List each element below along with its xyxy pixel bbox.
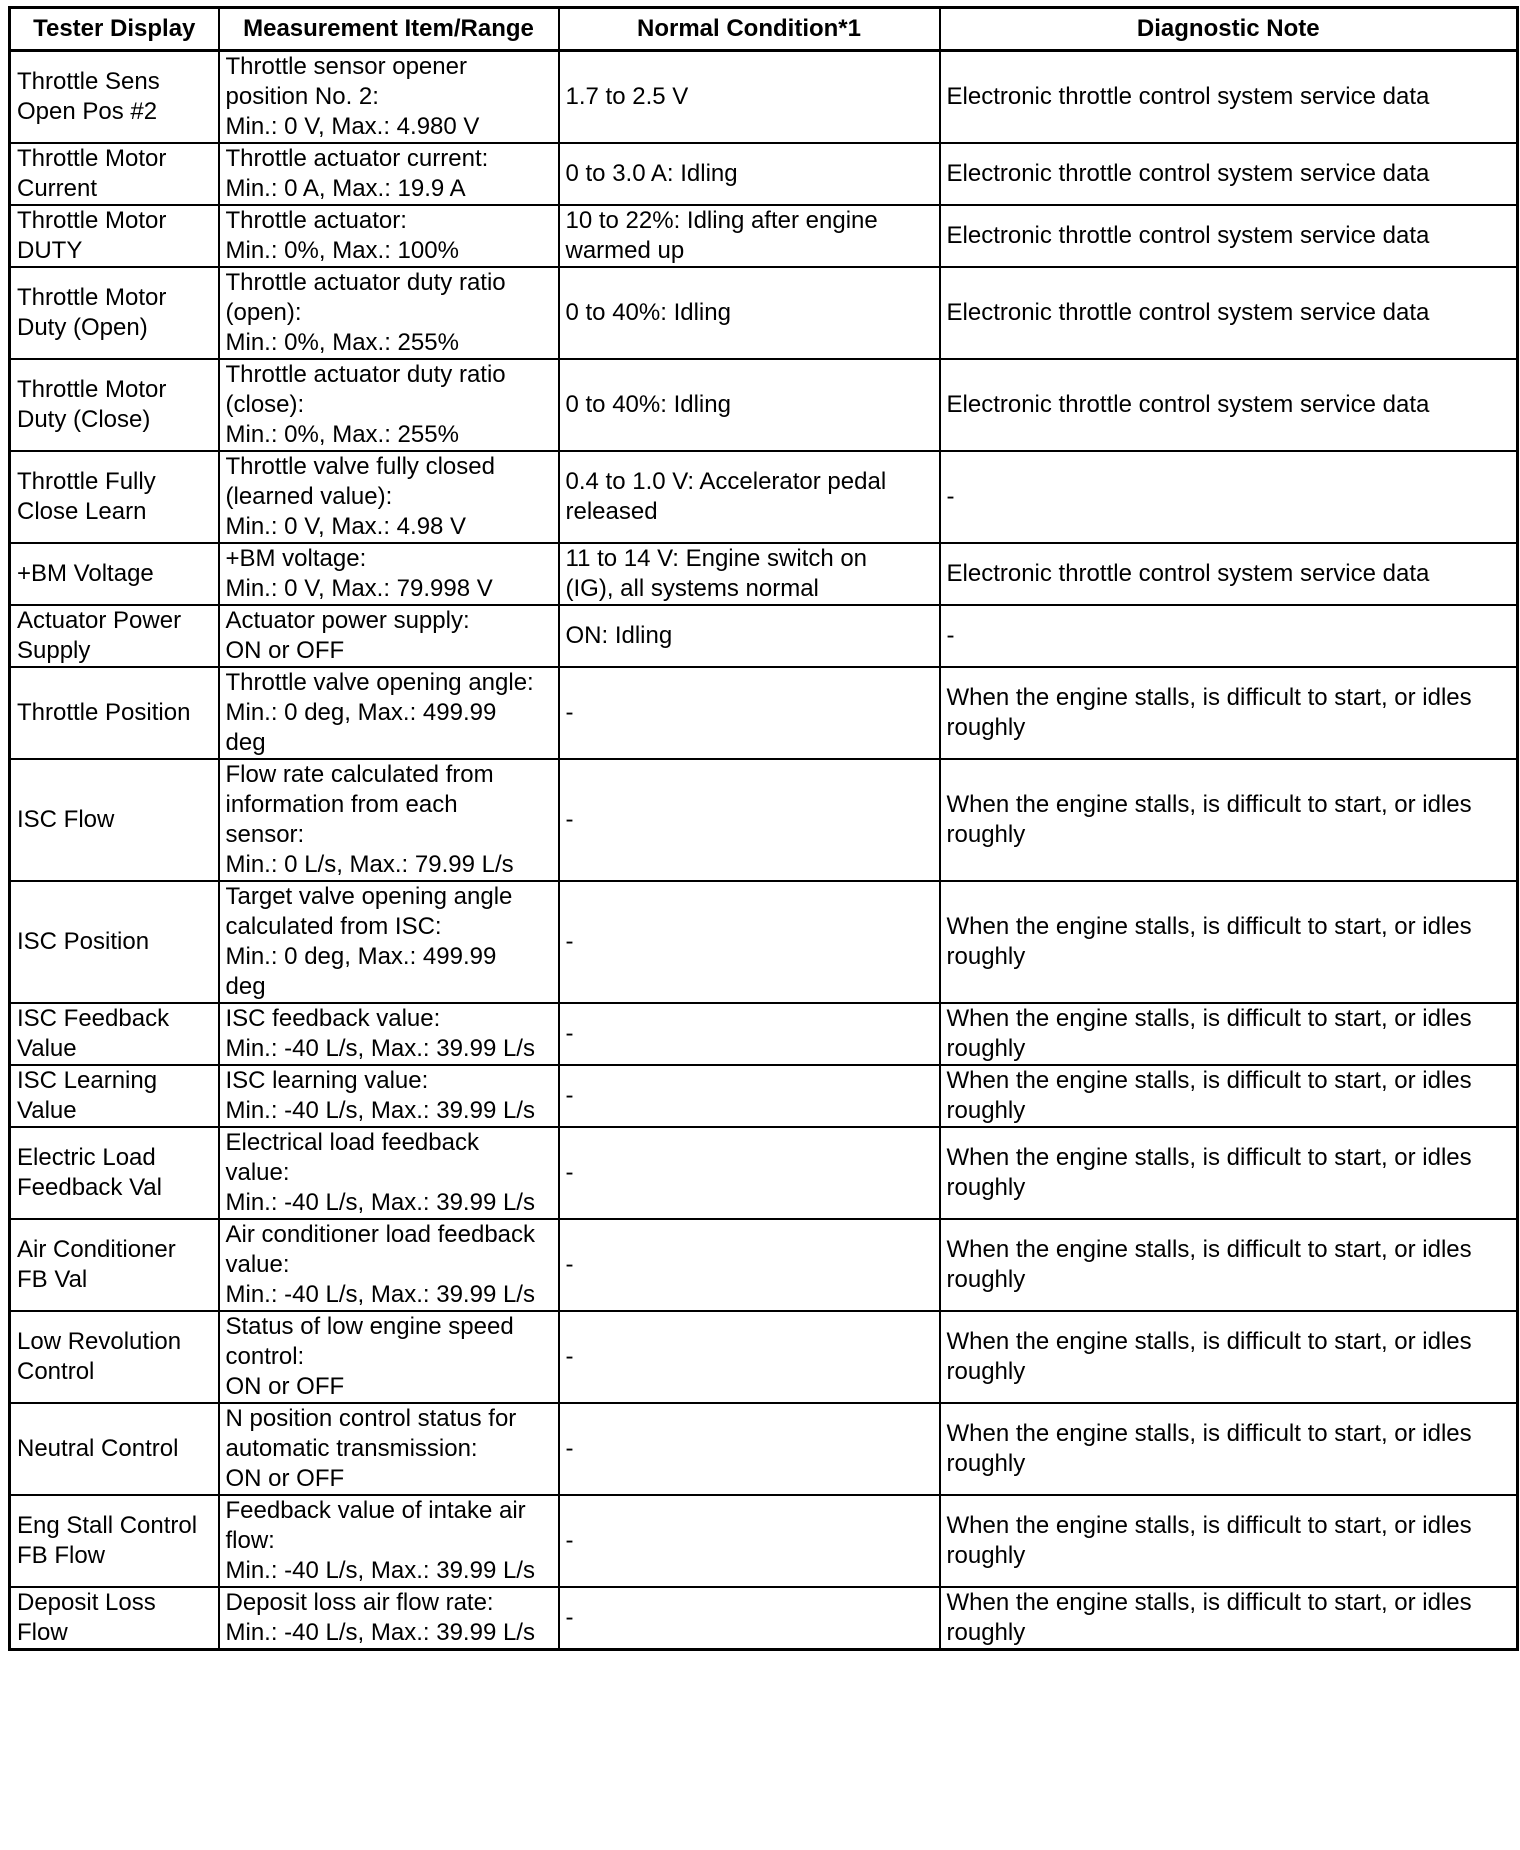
cell-tester-display: ISC Position <box>10 881 219 1003</box>
cell-diagnostic-note: - <box>940 605 1518 667</box>
cell-tester-display: Eng Stall Control FB Flow <box>10 1495 219 1587</box>
table-row <box>10 205 1518 267</box>
cell-normal-condition: ON: Idling <box>559 605 940 667</box>
cell-diagnostic-note: When the engine stalls, is difficult to start, or idles roughly <box>940 1495 1518 1587</box>
table-row <box>10 1003 1518 1065</box>
cell-tester-display: ISC Flow <box>10 759 219 881</box>
cell-diagnostic-note: When the engine stalls, is difficult to start, or idles roughly <box>940 1403 1518 1495</box>
table-row <box>10 543 1518 605</box>
cell-measurement: Throttle actuator: Min.: 0%, Max.: 100% <box>219 205 559 267</box>
cell-tester-display: Electric Load Feedback Val <box>10 1127 219 1219</box>
table-row <box>10 1311 1518 1403</box>
table-row <box>10 1127 1518 1219</box>
cell-diagnostic-note: When the engine stalls, is difficult to start, or idles roughly <box>940 1003 1518 1065</box>
cell-normal-condition: - <box>559 881 940 1003</box>
header-tester-display: Tester Display <box>10 8 219 51</box>
cell-tester-display: Deposit Loss Flow <box>10 1587 219 1650</box>
cell-normal-condition: 0 to 40%: Idling <box>559 267 940 359</box>
cell-normal-condition: 1.7 to 2.5 V <box>559 51 940 144</box>
cell-measurement: Air conditioner load feedback value: Min.: -40 L/s, Max.: 39.99 L/s <box>219 1219 559 1311</box>
cell-measurement: Throttle sensor opener position No. 2: Min.: 0 V, Max.: 4.980 V <box>219 51 559 144</box>
cell-normal-condition: - <box>559 1003 940 1065</box>
table-row <box>10 51 1518 144</box>
table-row <box>10 359 1518 451</box>
document-page <box>8 6 1516 1651</box>
table-row <box>10 267 1518 359</box>
table-row <box>10 1495 1518 1587</box>
cell-diagnostic-note: When the engine stalls, is difficult to start, or idles roughly <box>940 881 1518 1003</box>
table-header-row <box>10 8 1518 51</box>
cell-normal-condition: 0 to 3.0 A: Idling <box>559 143 940 205</box>
cell-diagnostic-note: Electronic throttle control system service data <box>940 205 1518 267</box>
cell-normal-condition: 11 to 14 V: Engine switch on (IG), all systems normal <box>559 543 940 605</box>
cell-normal-condition: - <box>559 1311 940 1403</box>
cell-measurement: Throttle actuator current: Min.: 0 A, Max.: 19.9 A <box>219 143 559 205</box>
cell-normal-condition: 10 to 22%: Idling after engine warmed up <box>559 205 940 267</box>
data-list-table <box>8 6 1519 1651</box>
cell-diagnostic-note: Electronic throttle control system service data <box>940 267 1518 359</box>
cell-diagnostic-note: Electronic throttle control system service data <box>940 51 1518 144</box>
cell-diagnostic-note: Electronic throttle control system service data <box>940 143 1518 205</box>
cell-diagnostic-note: When the engine stalls, is difficult to start, or idles roughly <box>940 667 1518 759</box>
cell-normal-condition: - <box>559 1403 940 1495</box>
cell-measurement: Throttle actuator duty ratio (close): Min.: 0%, Max.: 255% <box>219 359 559 451</box>
cell-diagnostic-note: When the engine stalls, is difficult to start, or idles roughly <box>940 759 1518 881</box>
cell-normal-condition: 0.4 to 1.0 V: Accelerator pedal released <box>559 451 940 543</box>
cell-tester-display: Throttle Sens Open Pos #2 <box>10 51 219 144</box>
cell-tester-display: Actuator Power Supply <box>10 605 219 667</box>
cell-tester-display: Throttle Fully Close Learn <box>10 451 219 543</box>
cell-measurement: Electrical load feedback value: Min.: -40 L/s, Max.: 39.99 L/s <box>219 1127 559 1219</box>
cell-tester-display: Low Revolution Control <box>10 1311 219 1403</box>
cell-measurement: ISC learning value: Min.: -40 L/s, Max.: 39.99 L/s <box>219 1065 559 1127</box>
cell-diagnostic-note: - <box>940 451 1518 543</box>
cell-tester-display: ISC Learning Value <box>10 1065 219 1127</box>
cell-measurement: Throttle actuator duty ratio (open): Min.: 0%, Max.: 255% <box>219 267 559 359</box>
table-row <box>10 143 1518 205</box>
header-measurement: Measurement Item/Range <box>219 8 559 51</box>
cell-normal-condition: - <box>559 667 940 759</box>
cell-measurement: ISC feedback value: Min.: -40 L/s, Max.: 39.99 L/s <box>219 1003 559 1065</box>
cell-measurement: Actuator power supply: ON or OFF <box>219 605 559 667</box>
cell-diagnostic-note: When the engine stalls, is difficult to start, or idles roughly <box>940 1065 1518 1127</box>
cell-measurement: N position control status for automatic transmission: ON or OFF <box>219 1403 559 1495</box>
cell-diagnostic-note: When the engine stalls, is difficult to start, or idles roughly <box>940 1219 1518 1311</box>
table-row <box>10 605 1518 667</box>
cell-tester-display: Throttle Motor Duty (Close) <box>10 359 219 451</box>
cell-tester-display: ISC Feedback Value <box>10 1003 219 1065</box>
cell-diagnostic-note: Electronic throttle control system service data <box>940 359 1518 451</box>
cell-diagnostic-note: Electronic throttle control system service data <box>940 543 1518 605</box>
cell-normal-condition: 0 to 40%: Idling <box>559 359 940 451</box>
cell-diagnostic-note: When the engine stalls, is difficult to start, or idles roughly <box>940 1311 1518 1403</box>
table-row <box>10 667 1518 759</box>
cell-normal-condition: - <box>559 1587 940 1650</box>
table-row <box>10 1065 1518 1127</box>
cell-measurement: Throttle valve opening angle: Min.: 0 deg, Max.: 499.99 deg <box>219 667 559 759</box>
cell-normal-condition: - <box>559 1065 940 1127</box>
cell-measurement: Flow rate calculated from information from each sensor: Min.: 0 L/s, Max.: 79.99 L/s <box>219 759 559 881</box>
cell-normal-condition: - <box>559 1495 940 1587</box>
cell-measurement: Deposit loss air flow rate: Min.: -40 L/s, Max.: 39.99 L/s <box>219 1587 559 1650</box>
cell-measurement: Feedback value of intake air flow: Min.: -40 L/s, Max.: 39.99 L/s <box>219 1495 559 1587</box>
cell-tester-display: Throttle Motor Current <box>10 143 219 205</box>
header-diagnostic-note: Diagnostic Note <box>940 8 1518 51</box>
cell-measurement: +BM voltage: Min.: 0 V, Max.: 79.998 V <box>219 543 559 605</box>
cell-normal-condition: - <box>559 1219 940 1311</box>
cell-tester-display: +BM Voltage <box>10 543 219 605</box>
cell-measurement: Throttle valve fully closed (learned value): Min.: 0 V, Max.: 4.98 V <box>219 451 559 543</box>
cell-measurement: Status of low engine speed control: ON or OFF <box>219 1311 559 1403</box>
table-row <box>10 1403 1518 1495</box>
cell-tester-display: Throttle Motor DUTY <box>10 205 219 267</box>
cell-diagnostic-note: When the engine stalls, is difficult to start, or idles roughly <box>940 1127 1518 1219</box>
cell-measurement: Target valve opening angle calculated from ISC: Min.: 0 deg, Max.: 499.99 deg <box>219 881 559 1003</box>
cell-normal-condition: - <box>559 759 940 881</box>
cell-tester-display: Throttle Position <box>10 667 219 759</box>
table-row <box>10 759 1518 881</box>
table-row <box>10 881 1518 1003</box>
cell-normal-condition: - <box>559 1127 940 1219</box>
cell-tester-display: Throttle Motor Duty (Open) <box>10 267 219 359</box>
cell-diagnostic-note: When the engine stalls, is difficult to start, or idles roughly <box>940 1587 1518 1650</box>
table-row <box>10 451 1518 543</box>
table-row <box>10 1219 1518 1311</box>
cell-tester-display: Neutral Control <box>10 1403 219 1495</box>
cell-tester-display: Air Conditioner FB Val <box>10 1219 219 1311</box>
header-normal-condition: Normal Condition*1 <box>559 8 940 51</box>
table-row <box>10 1587 1518 1650</box>
